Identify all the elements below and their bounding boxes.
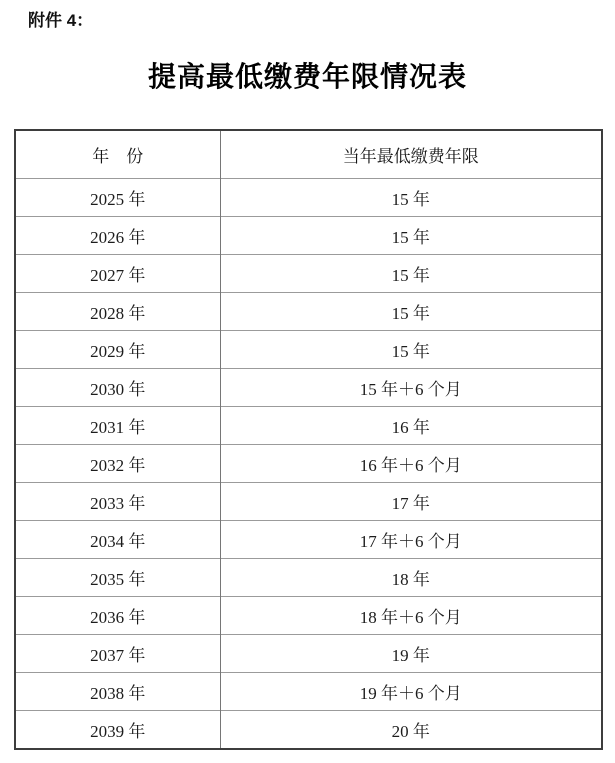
table-row xyxy=(15,673,602,711)
min-years-cell: 18 年＋6 个月 xyxy=(220,597,602,635)
table-row xyxy=(15,521,602,559)
table-row xyxy=(15,255,602,293)
min-years-cell: 15 年 xyxy=(220,331,602,369)
year-cell: 2038 年 xyxy=(15,673,220,711)
year-cell: 2025 年 xyxy=(15,179,220,217)
year-cell: 2030 年 xyxy=(15,369,220,407)
min-years-cell: 15 年 xyxy=(220,179,602,217)
min-years-cell: 15 年 xyxy=(220,293,602,331)
table-row xyxy=(15,369,602,407)
min-years-cell: 16 年＋6 个月 xyxy=(220,445,602,483)
min-years-cell: 15 年 xyxy=(220,255,602,293)
min-years-cell: 16 年 xyxy=(220,407,602,445)
table-header xyxy=(15,130,602,179)
year-cell: 2028 年 xyxy=(15,293,220,331)
table-row xyxy=(15,559,602,597)
column-header-min-years: 当年最低缴费年限 xyxy=(342,147,479,166)
table-row xyxy=(15,293,602,331)
year-cell: 2026 年 xyxy=(15,217,220,255)
table-row xyxy=(15,179,602,217)
min-years-cell: 15 年 xyxy=(220,217,602,255)
table-row xyxy=(15,445,602,483)
table-row xyxy=(15,407,602,445)
table-row xyxy=(15,711,602,750)
table-row xyxy=(15,597,602,635)
year-cell: 2035 年 xyxy=(15,559,220,597)
table-row xyxy=(15,483,602,521)
year-cell: 2029 年 xyxy=(15,331,220,369)
min-years-cell: 20 年 xyxy=(220,711,602,750)
year-cell: 2037 年 xyxy=(15,635,220,673)
table-row xyxy=(15,635,602,673)
table-row xyxy=(15,217,602,255)
min-years-cell: 17 年 xyxy=(220,483,602,521)
column-header-year: 年 份 xyxy=(15,130,220,179)
page-title: 提高最低缴费年限情况表 xyxy=(147,62,467,93)
min-contribution-years-table xyxy=(14,129,603,750)
min-years-cell: 15 年＋6 个月 xyxy=(220,369,602,407)
year-cell: 2027 年 xyxy=(15,255,220,293)
year-cell: 2032 年 xyxy=(15,445,220,483)
table-row xyxy=(15,331,602,369)
min-years-cell: 19 年＋6 个月 xyxy=(220,673,602,711)
year-cell: 2031 年 xyxy=(15,407,220,445)
min-years-cell: 19 年 xyxy=(220,635,602,673)
attachment-label: 附件 4： xyxy=(28,11,94,30)
min-years-cell: 17 年＋6 个月 xyxy=(220,521,602,559)
year-cell: 2034 年 xyxy=(15,521,220,559)
year-cell: 2033 年 xyxy=(15,483,220,521)
year-cell: 2039 年 xyxy=(15,711,220,750)
min-years-cell: 18 年 xyxy=(220,559,602,597)
header-row xyxy=(15,130,602,179)
table-body xyxy=(15,179,602,750)
year-cell: 2036 年 xyxy=(15,597,220,635)
